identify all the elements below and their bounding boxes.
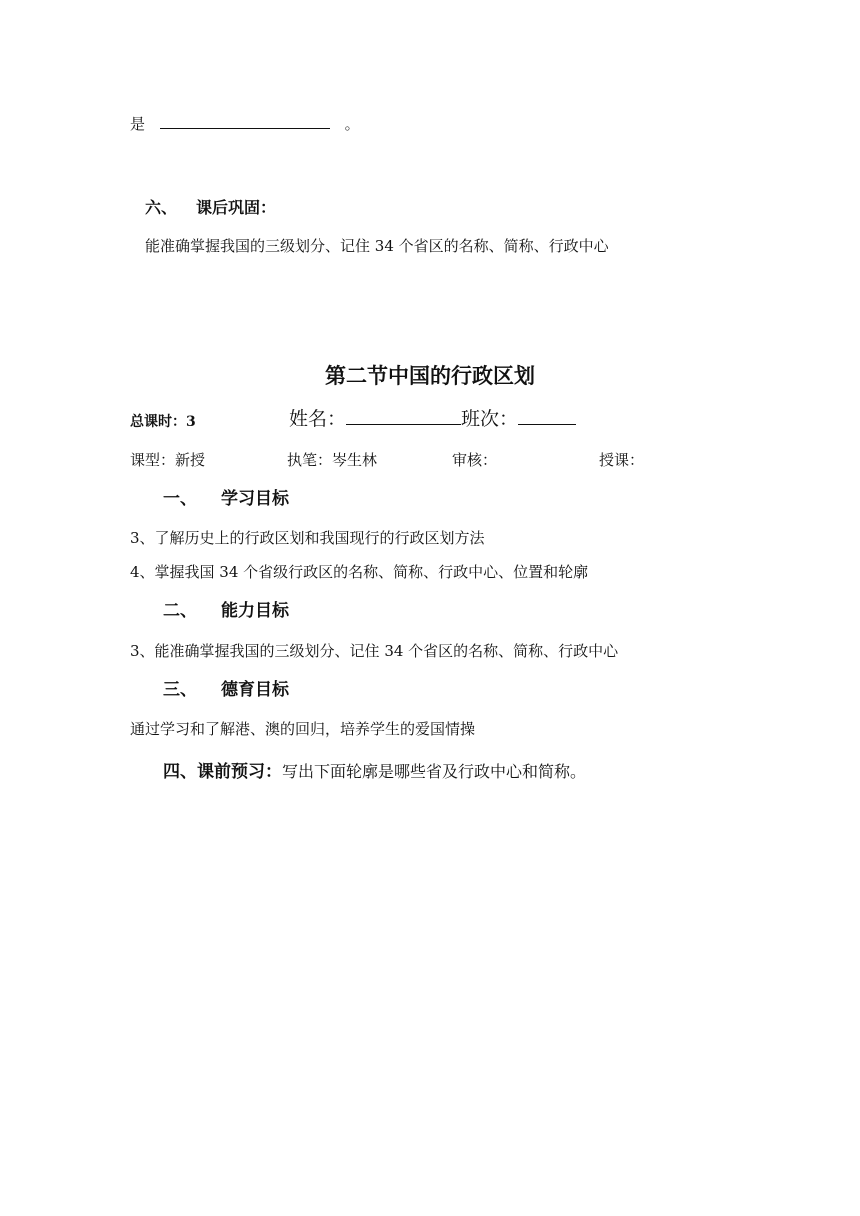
list-item: 4、掌握我国 34 个省级行政区的名称、简称、行政中心、位置和轮廓 [130, 563, 589, 581]
section-6-heading [145, 198, 276, 218]
name-label: 姓名： [289, 408, 347, 430]
lesson-teacher: 授课： [599, 451, 645, 469]
section-2-title: 能力目标 [221, 601, 289, 621]
total-hours: 总课时：3 [130, 414, 196, 430]
section-6-number: 六、 [145, 198, 178, 217]
list-item: 3、了解历史上的行政区划和我国现行的行政区划方法 [130, 529, 485, 547]
section-3-number: 三、 [163, 680, 197, 700]
answer-blank[interactable] [160, 128, 330, 129]
list-item: 3、能准确掌握我国的三级划分、记住 34 个省区的名称、简称、行政中心 [130, 642, 619, 660]
name-class-row [289, 406, 576, 432]
class-label: 班次： [461, 408, 519, 430]
fill-in-suffix: 。 [344, 115, 360, 133]
section-3-heading [163, 679, 289, 701]
lesson-type: 课型：新授 [130, 451, 206, 469]
section-6-text: 能准确掌握我国的三级划分、记住 34 个省区的名称、简称、行政中心 [145, 237, 609, 255]
class-blank[interactable] [518, 424, 576, 425]
section-4-label: 四、课前预习： [163, 762, 282, 782]
lesson-writer: 执笔：岑生林 [287, 451, 378, 469]
section-2-number: 二、 [163, 601, 197, 621]
section-2-heading [163, 600, 289, 622]
section-6-title: 课后巩固： [196, 198, 277, 217]
name-blank[interactable] [346, 424, 461, 425]
section-1-title: 学习目标 [221, 489, 289, 509]
section-1-heading [163, 488, 289, 510]
section-1-number: 一、 [163, 489, 197, 509]
fill-in-prefix: 是 [130, 115, 146, 133]
section-4-text: 写出下面轮廓是哪些省及行政中心和简称。 [282, 762, 587, 781]
lesson-reviewer: 审核： [452, 451, 498, 469]
section-3-title: 德育目标 [221, 680, 289, 700]
section-4-line [163, 760, 586, 784]
list-item: 通过学习和了解港、澳的回归，培养学生的爱国情操 [130, 720, 476, 738]
page-title: 第二节中国的行政区划 [325, 364, 535, 388]
fill-in-line [130, 114, 360, 134]
